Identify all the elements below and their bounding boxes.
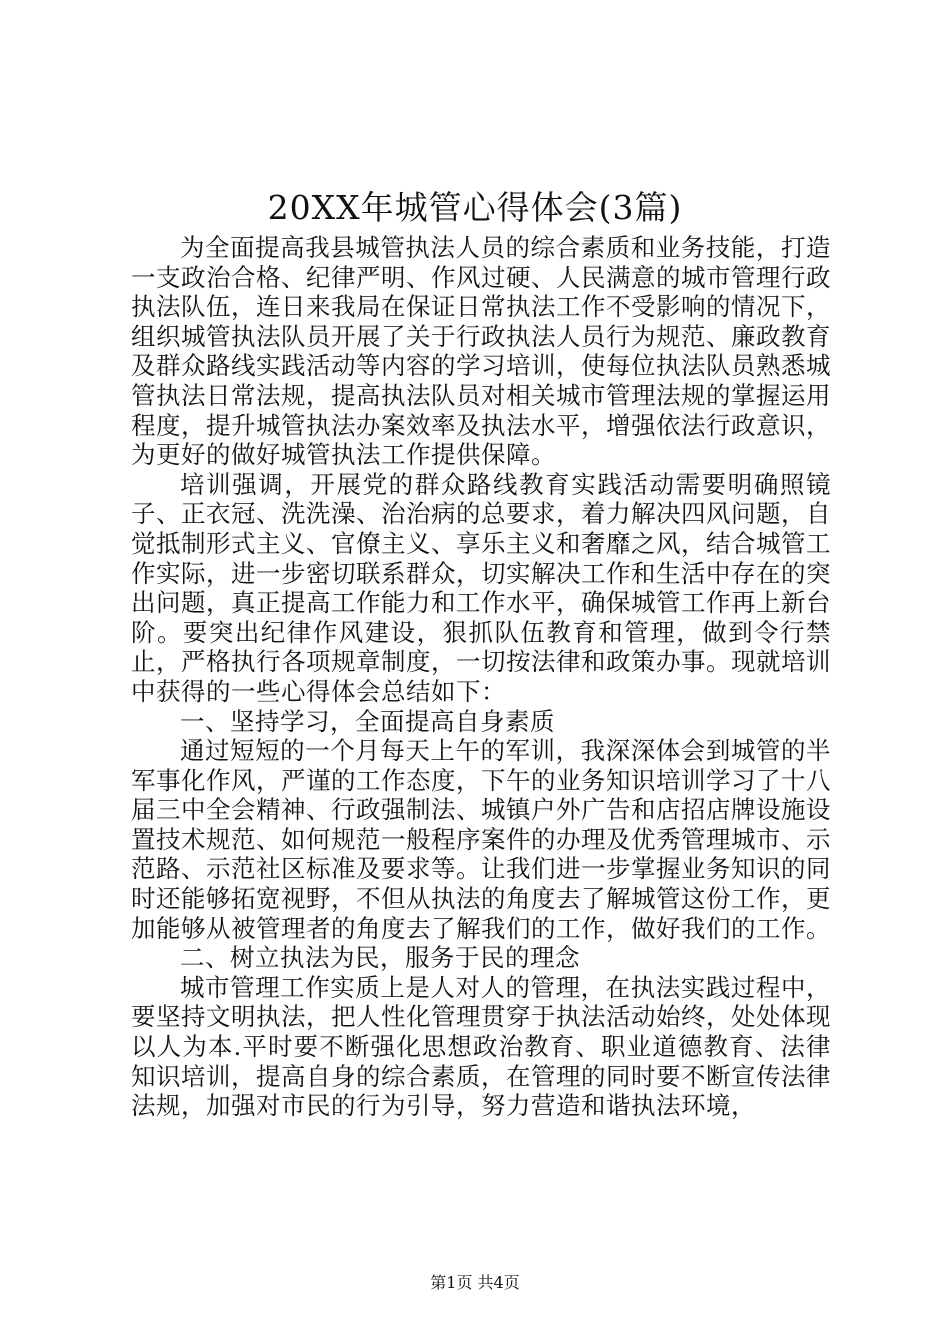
intro-paragraph: 为全面提高我县城管执法人员的综合素质和业务技能，打造一支政治合格、纪律严明、作风过硬、人民满意的城市管理行政执法队伍，连日来我局在保证日常执法工作不受影响的情况下，组织城管执法队员开展了关于行政执法人员行为规范、廉政教育及群众路线实践活动等内容的学习培训，使每位执法队员熟悉城管执法日常法规，提高执法队员对相关城市管理法规的掌握运用程度，提升城管执法办案效率及执法水平，增强依法行政意识，为更好的做好城管执法工作提供保障。: [131, 233, 831, 470]
section-1-paragraph: 通过短短的一个月每天上午的军训，我深深体会到城管的半军事化作风，严谨的工作态度，下午的业务知识培训学习了十八届三中全会精神、行政强制法、城镇户外广告和店招店牌设施设置技术规范、如何规范一般程序案件的办理及优秀管理城市、示范路、示范社区标准及要求等。让我们进一步掌握业务知识的同时还能够拓宽视野，不但从执法的角度去了解城管这份工作，更加能够从被管理者的角度去了解我们的工作，做好我们的工作。: [131, 736, 831, 943]
document-title: 20XX年城管心得体会(3篇): [267, 188, 683, 227]
section-1-heading: 一、坚持学习，全面提高自身素质: [180, 706, 555, 736]
training-paragraph: 培训强调，开展党的群众路线教育实践活动需要明确照镜子、正衣冠、洗洗澡、治治病的总要求，着力解决四风问题，自觉抵制形式主义、官僚主义、享乐主义和奢靡之风，结合城管工作实际，进一步密切联系群众，切实解决工作和生活中存在的突出问题，真正提高工作能力和工作水平，确保城管工作再上新台阶。要突出纪律作风建设，狠抓队伍教育和管理，做到令行禁止，严格执行各项规章制度，一切按法律和政策办事。现就培训中获得的一些心得体会总结如下：: [131, 469, 831, 706]
section-2-paragraph: 城市管理工作实质上是人对人的管理，在执法实践过程中，要坚持文明执法，把人性化管理贯穿于执法活动始终，处处体现以人为本.平时要不断强化思想政治教育、职业道德教育、法律知识培训，提高自身的综合素质，在管理的同时要不断宣传法律法规，加强对市民的行为引导，努力营造和谐执法环境，: [131, 972, 831, 1121]
page-footer: 第1页 共4页: [430, 1273, 520, 1292]
section-2-heading: 二、树立执法为民，服务于民的理念: [180, 943, 580, 973]
document-body: [131, 233, 831, 1121]
